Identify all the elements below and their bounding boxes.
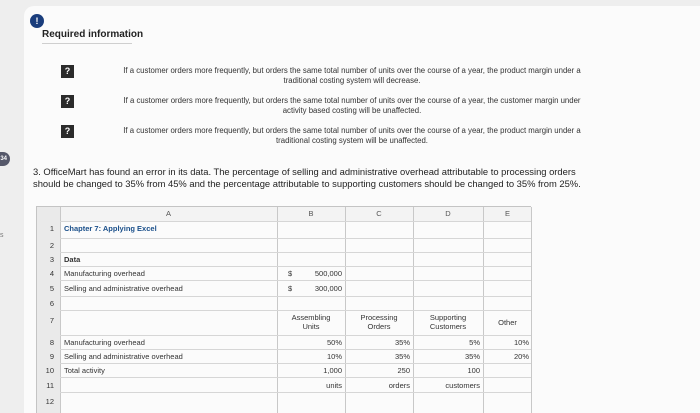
question-line1: 3. OfficeMart has found an error in its data. The percentage of selling and administrative overhead attributable to processing orders [33,166,576,177]
data-label: Data [64,255,81,264]
row-number: 8 [49,338,54,347]
row9-c[interactable]: 35% [394,352,410,361]
grid-line [60,335,531,336]
col-header-e: E [483,207,532,221]
alert-icon: ! [30,14,44,28]
statement-1-line1: If a customer orders more frequently, but orders the same total number of units over the course of a year, the product margin under a [123,66,581,75]
row8-label: Manufacturing overhead [64,338,145,347]
row9-d[interactable]: 35% [464,352,480,361]
row-number: 9 [49,352,54,361]
edge-mark: s [0,232,4,239]
row-number: 11 [46,381,54,390]
grid-line [60,280,531,281]
sga-overhead-value[interactable]: 300,000 [314,284,342,293]
row8-b[interactable]: 50% [326,338,342,347]
header-processing-orders: Processing Orders [360,313,398,331]
question-text [33,166,643,190]
grid-line [60,392,531,393]
statement-1-line2: traditional costing system will decrease. [283,76,421,85]
row-number: 10 [45,366,54,375]
statement-3-line1: If a customer orders more frequently, but orders the same total number of units over the course of a year, the product margin under a [123,126,581,135]
header-supporting-customers: Supporting Customers [429,313,467,331]
row11-c: orders [388,381,410,390]
statement-2-line1: If a customer orders more frequently, but orders the same total number of units over the course of a year, the customer margin under [123,96,581,105]
row8-d[interactable]: 5% [469,338,480,347]
statement-3 [82,126,622,146]
statement-2 [82,96,622,116]
mfg-overhead-value[interactable]: 500,000 [314,269,342,278]
grid-line [60,363,531,364]
row10-d[interactable]: 100 [467,366,480,375]
title-underline [42,43,132,44]
row-number: 6 [49,299,54,308]
row8-c[interactable]: 35% [394,338,410,347]
grid-line [60,221,531,222]
grid-line [60,238,531,239]
col-header-a: A [60,207,277,221]
row-number: 4 [49,269,54,278]
row10-label: Total activity [64,366,105,375]
row-number: 2 [49,241,54,250]
row11-d: customers [445,381,480,390]
row-number: 3 [49,255,54,264]
sheet-title: Chapter 7: Applying Excel [64,224,157,233]
grid-line [531,207,532,413]
col-header-d: D [413,207,483,221]
header-other: Other [498,318,517,327]
currency-symbol: $ [288,284,293,293]
row11-b: units [326,381,342,390]
grid-line [60,296,531,297]
row9-label: Selling and administrative overhead [64,352,183,361]
sga-overhead-label: Selling and administrative overhead [64,284,183,293]
statement-3-line2: traditional costing system will be unaffected. [276,136,428,145]
row-number: 7 [49,316,54,325]
col-header-c: C [345,207,413,221]
statement-2-line2: activity based costing will be unaffected. [282,106,422,115]
col-header-b: B [277,207,345,221]
currency-symbol: $ [288,269,293,278]
spreadsheet [36,206,531,413]
row9-b[interactable]: 10% [326,352,342,361]
required-information-title: Required information [42,29,144,40]
mfg-overhead-label: Manufacturing overhead [64,269,145,278]
row-number: 1 [49,224,54,233]
grid-line [60,252,531,253]
question-mark-icon[interactable]: ? [61,125,74,138]
grid-line [60,310,531,311]
grid-line [60,377,531,378]
statement-1 [82,66,622,86]
row8-e[interactable]: 10% [513,338,529,347]
grid-line [60,349,531,350]
question-mark-icon[interactable]: ? [61,95,74,108]
grid-line [60,266,531,267]
question-mark-icon[interactable]: ? [61,65,74,78]
question-line2: should be changed to 35% from 45% and the percentage attributable to supporting customers should be changed to 35% from 25%. [33,178,581,189]
row-number: 12 [45,397,54,405]
row9-e[interactable]: 20% [513,352,529,361]
row10-c[interactable]: 250 [397,366,410,375]
header-assembling-units: Assembling Units [291,313,331,331]
side-badge: 34 [0,152,10,166]
row10-b[interactable]: 1,000 [323,366,342,375]
row-number: 5 [49,284,54,293]
